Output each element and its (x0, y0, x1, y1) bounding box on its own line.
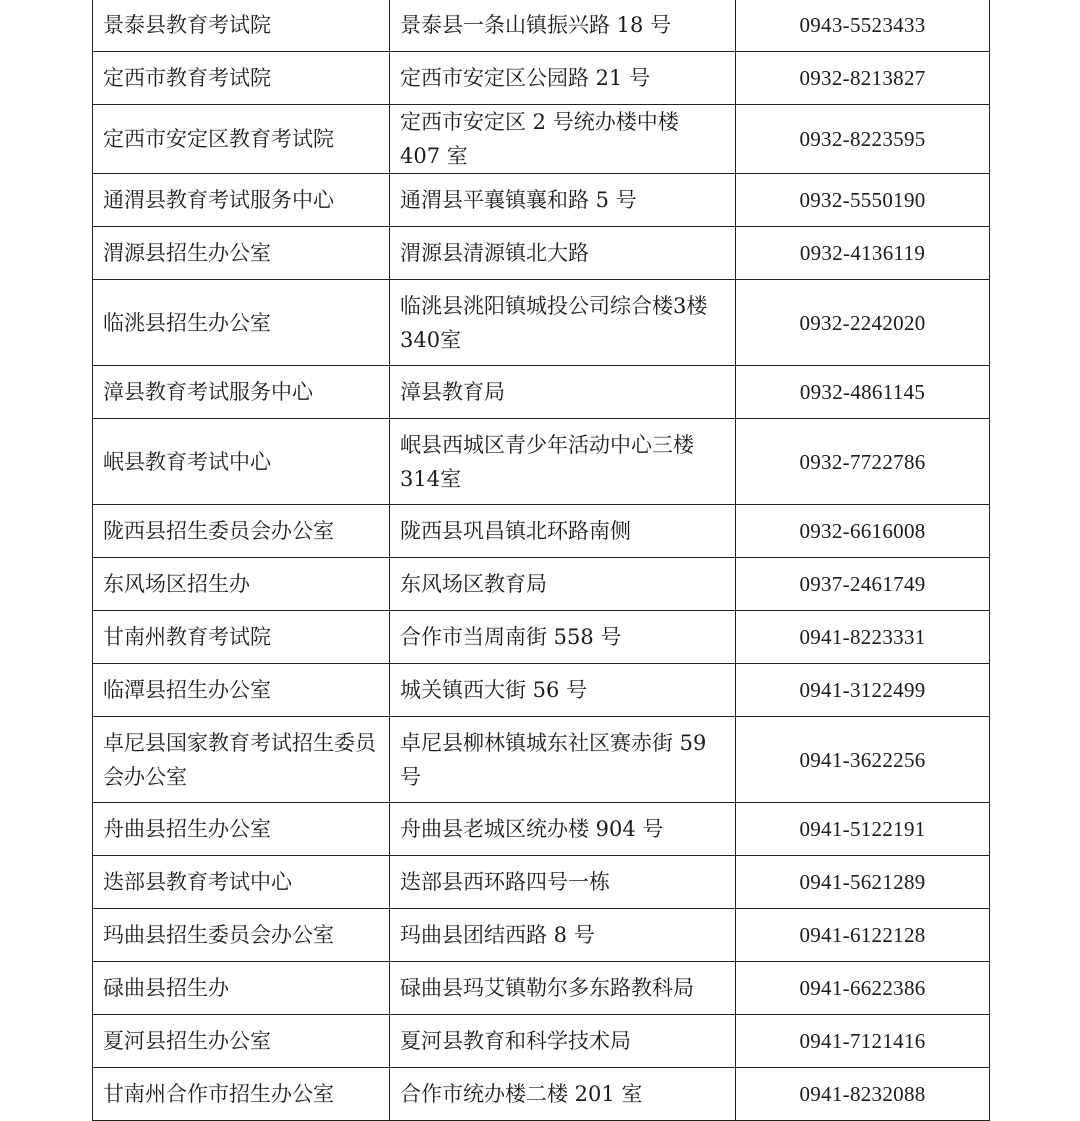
table-row (93, 174, 990, 227)
address-cell: 定西市安定区 2 号统办楼中楼 407 室 (390, 105, 736, 174)
address-cell: 定西市安定区公园路 21 号 (390, 52, 736, 105)
address-cell: 舟曲县老城区统办楼 904 号 (390, 803, 736, 856)
table-row (93, 280, 990, 366)
address-cell: 东风场区教育局 (390, 558, 736, 611)
org-name-cell: 碌曲县招生办 (93, 962, 390, 1015)
phone-cell: 0941-5122191 (736, 803, 990, 856)
org-name-cell: 东风场区招生办 (93, 558, 390, 611)
table-row (93, 227, 990, 280)
table-row (93, 611, 990, 664)
org-name-cell: 渭源县招生办公室 (93, 227, 390, 280)
table-row (93, 419, 990, 505)
org-name-cell: 通渭县教育考试服务中心 (93, 174, 390, 227)
phone-cell: 0937-2461749 (736, 558, 990, 611)
phone-cell: 0932-4861145 (736, 366, 990, 419)
phone-cell: 0941-8232088 (736, 1068, 990, 1121)
org-name-cell: 玛曲县招生委员会办公室 (93, 909, 390, 962)
phone-cell: 0941-5621289 (736, 856, 990, 909)
table-row (93, 1015, 990, 1068)
phone-cell: 0932-5550190 (736, 174, 990, 227)
address-cell: 合作市当周南街 558 号 (390, 611, 736, 664)
phone-cell: 0943-5523433 (736, 0, 990, 52)
phone-cell: 0932-8213827 (736, 52, 990, 105)
org-name-cell: 甘南州合作市招生办公室 (93, 1068, 390, 1121)
address-cell: 玛曲县团结西路 8 号 (390, 909, 736, 962)
address-cell: 漳县教育局 (390, 366, 736, 419)
phone-cell: 0932-7722786 (736, 419, 990, 505)
table-row (93, 1068, 990, 1121)
address-cell: 通渭县平襄镇襄和路 5 号 (390, 174, 736, 227)
org-name-cell: 景泰县教育考试院 (93, 0, 390, 52)
phone-cell: 0932-6616008 (736, 505, 990, 558)
phone-cell: 0941-6622386 (736, 962, 990, 1015)
table-row (93, 717, 990, 803)
phone-cell: 0932-4136119 (736, 227, 990, 280)
table-row (93, 909, 990, 962)
table-row (93, 664, 990, 717)
address-cell: 景泰县一条山镇振兴路 18 号 (390, 0, 736, 52)
org-name-cell: 定西市安定区教育考试院 (93, 105, 390, 174)
phone-cell: 0941-7121416 (736, 1015, 990, 1068)
org-name-cell: 定西市教育考试院 (93, 52, 390, 105)
contacts-table (92, 0, 990, 1121)
address-cell: 岷县西城区青少年活动中心三楼314室 (390, 419, 736, 505)
address-cell: 临洮县洮阳镇城投公司综合楼3楼340室 (390, 280, 736, 366)
address-cell: 渭源县清源镇北大路 (390, 227, 736, 280)
org-name-cell: 甘南州教育考试院 (93, 611, 390, 664)
org-name-cell: 夏河县招生办公室 (93, 1015, 390, 1068)
org-name-cell: 陇西县招生委员会办公室 (93, 505, 390, 558)
address-cell: 夏河县教育和科学技术局 (390, 1015, 736, 1068)
phone-cell: 0941-8223331 (736, 611, 990, 664)
table-row (93, 558, 990, 611)
table-row (93, 856, 990, 909)
org-name-cell: 迭部县教育考试中心 (93, 856, 390, 909)
org-name-cell: 临洮县招生办公室 (93, 280, 390, 366)
org-name-cell: 漳县教育考试服务中心 (93, 366, 390, 419)
phone-cell: 0941-3122499 (736, 664, 990, 717)
org-name-cell: 临潭县招生办公室 (93, 664, 390, 717)
org-name-cell: 岷县教育考试中心 (93, 419, 390, 505)
table-row (93, 0, 990, 52)
table-row (93, 962, 990, 1015)
contacts-table-body (93, 0, 990, 1121)
phone-cell: 0932-8223595 (736, 105, 990, 174)
org-name-cell: 卓尼县国家教育考试招生委员会办公室 (93, 717, 390, 803)
address-cell: 合作市统办楼二楼 201 室 (390, 1068, 736, 1121)
org-name-cell: 舟曲县招生办公室 (93, 803, 390, 856)
phone-cell: 0932-2242020 (736, 280, 990, 366)
table-row (93, 52, 990, 105)
phone-cell: 0941-3622256 (736, 717, 990, 803)
table-row (93, 803, 990, 856)
phone-cell: 0941-6122128 (736, 909, 990, 962)
address-cell: 迭部县西环路四号一栋 (390, 856, 736, 909)
table-row (93, 505, 990, 558)
table-row (93, 105, 990, 174)
address-cell: 卓尼县柳林镇城东社区赛赤街 59 号 (390, 717, 736, 803)
address-cell: 陇西县巩昌镇北环路南侧 (390, 505, 736, 558)
table-row (93, 366, 990, 419)
address-cell: 城关镇西大街 56 号 (390, 664, 736, 717)
address-cell: 碌曲县玛艾镇勒尔多东路教科局 (390, 962, 736, 1015)
